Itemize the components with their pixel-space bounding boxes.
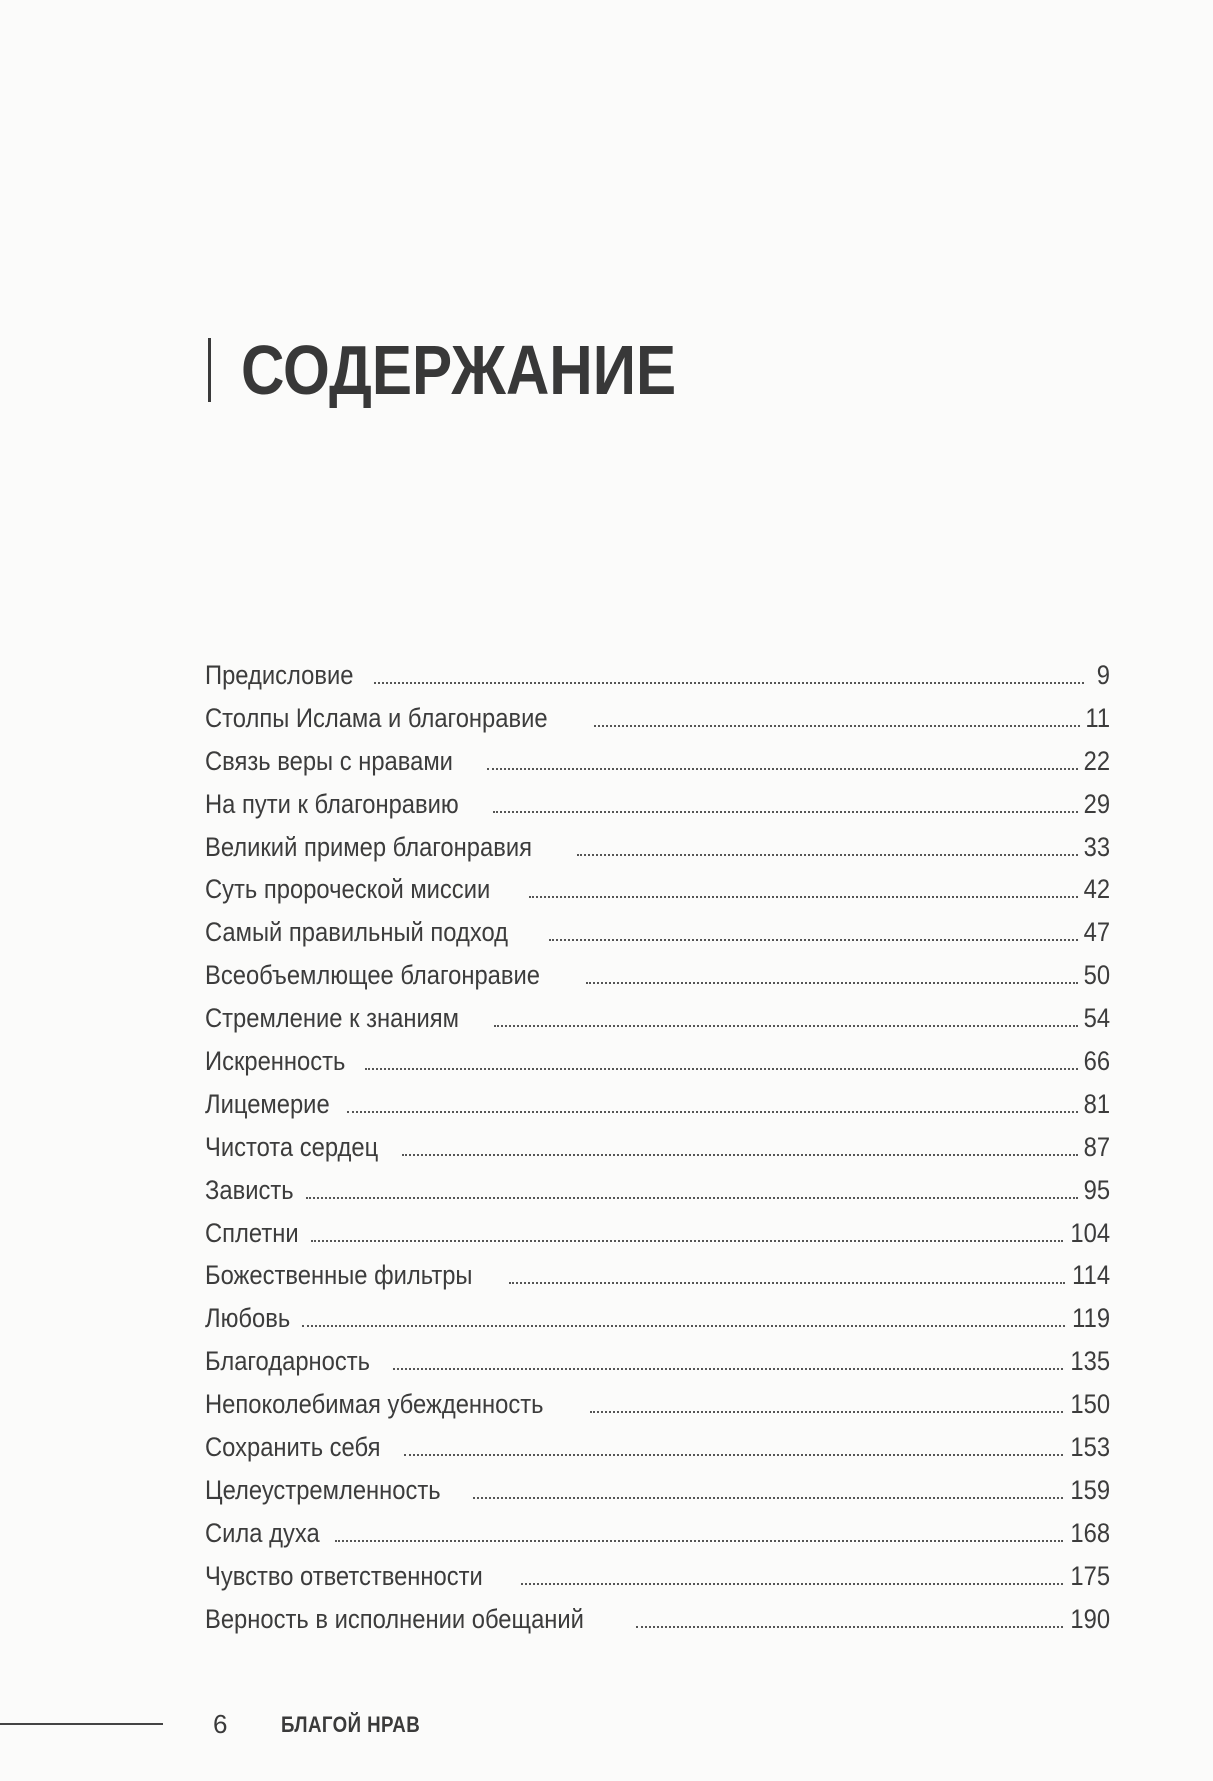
toc-entry [205,1475,1110,1518]
toc-entry [205,1389,1110,1432]
toc-entry [205,1089,1110,1132]
toc-entry-page: 11 [1085,702,1110,733]
toc-dot-leader [306,1197,1078,1199]
toc-entry-title: Зависть [205,1174,294,1205]
toc-entry-page: 81 [1083,1088,1110,1119]
toc-dot-leader [404,1454,1063,1456]
toc-entry-page: 22 [1083,745,1110,776]
toc-entry-page: 104 [1070,1217,1110,1248]
toc-dot-leader [509,1282,1065,1284]
toc-entry-title: Столпы Ислама и благонравие [205,702,548,733]
toc-dot-leader [549,939,1078,941]
table-of-contents [205,660,1110,1646]
toc-entry-page: 47 [1083,917,1110,948]
toc-dot-leader [374,682,1084,684]
toc-entry-page: 54 [1083,1003,1110,1034]
toc-entry-title: Самый правильный подход [205,917,509,948]
toc-entry-page: 153 [1070,1432,1110,1463]
toc-entry-title: Сохранить себя [205,1432,381,1463]
toc-entry-page: 159 [1070,1474,1110,1505]
toc-dot-leader [577,854,1078,856]
toc-entry [205,1132,1110,1175]
toc-entry-title: Благодарность [205,1346,371,1377]
toc-dot-leader [493,811,1078,813]
toc-dot-leader [494,1025,1078,1027]
toc-dot-leader [636,1626,1063,1628]
toc-entry-page: 29 [1083,788,1110,819]
footer-rule [0,1723,163,1725]
toc-entry-title: Суть пророческой миссии [205,874,491,905]
footer-book-title: БЛАГОЙ НРАВ [281,1712,421,1737]
toc-dot-leader [529,896,1078,898]
toc-entry-title: Искренность [205,1046,346,1077]
page-title: СОДЕРЖАНИЕ [241,331,677,409]
toc-entry-page: 9 [1096,660,1110,690]
toc-entry [205,1518,1110,1561]
toc-entry-page: 114 [1072,1260,1110,1291]
toc-entry-title: Всеобъемлющее благонравие [205,960,541,991]
toc-dot-leader [365,1068,1078,1070]
toc-entry-title: Сила духа [205,1517,320,1548]
toc-entry-page: 150 [1070,1389,1110,1420]
toc-entry-title: Связь веры с нравами [205,745,453,776]
toc-entry-title: Сплетни [205,1217,299,1248]
toc-entry-page: 50 [1083,960,1110,991]
toc-entry-title: Любовь [205,1303,291,1334]
toc-entry [205,832,1110,875]
toc-entry [205,1303,1110,1346]
toc-dot-leader [302,1325,1065,1327]
title-rule [208,338,211,402]
toc-entry-page: 87 [1083,1131,1110,1162]
toc-entry-title: Лицемерие [205,1088,330,1119]
toc-dot-leader [473,1497,1063,1499]
toc-entry-title: На пути к благонравию [205,788,459,819]
heading [208,331,747,409]
toc-dot-leader [335,1540,1063,1542]
toc-dot-leader [594,725,1080,727]
toc-entry-page: 42 [1083,874,1110,905]
toc-entry [205,1604,1110,1647]
toc-entry-title: Стремление к знаниям [205,1003,459,1034]
toc-entry-title: Чистота сердец [205,1131,379,1162]
toc-entry [205,746,1110,789]
toc-entry [205,1003,1110,1046]
toc-entry [205,660,1110,703]
toc-entry-page: 175 [1070,1560,1110,1591]
toc-entry-title: Великий пример благонравия [205,831,532,862]
toc-dot-leader [402,1154,1078,1156]
toc-dot-leader [393,1368,1063,1370]
toc-entry-page: 33 [1083,831,1110,862]
toc-entry-page: 190 [1070,1603,1110,1634]
toc-dot-leader [586,982,1078,984]
footer-page-number: 6 [213,1709,228,1739]
toc-entry [205,1561,1110,1604]
toc-dot-leader [487,768,1078,770]
toc-entry-page: 168 [1070,1517,1110,1548]
toc-dot-leader [521,1583,1063,1585]
toc-entry-page: 135 [1070,1346,1110,1377]
toc-entry [205,789,1110,832]
toc-dot-leader [590,1411,1063,1413]
toc-entry [205,917,1110,960]
toc-entry-page: 66 [1083,1046,1110,1077]
toc-entry-title: Божественные фильтры [205,1260,473,1291]
toc-entry-title: Целеустремленность [205,1474,441,1505]
toc-entry [205,874,1110,917]
toc-entry-title: Непоколебимая убежденность [205,1389,544,1420]
toc-entry [205,960,1110,1003]
toc-dot-leader [347,1111,1078,1113]
toc-entry-title: Чувство ответственности [205,1560,483,1591]
toc-entry-title: Предисловие [205,660,354,690]
toc-entry [205,1432,1110,1475]
toc-entry [205,1218,1110,1261]
toc-entry [205,1260,1110,1303]
toc-entry [205,703,1110,746]
toc-entry [205,1346,1110,1389]
toc-entry-page: 95 [1083,1174,1110,1205]
toc-entry-title: Верность в исполнении обещаний [205,1603,584,1634]
toc-entry-page: 119 [1072,1303,1110,1334]
toc-dot-leader [311,1240,1063,1242]
toc-entry [205,1175,1110,1218]
toc-entry [205,1046,1110,1089]
